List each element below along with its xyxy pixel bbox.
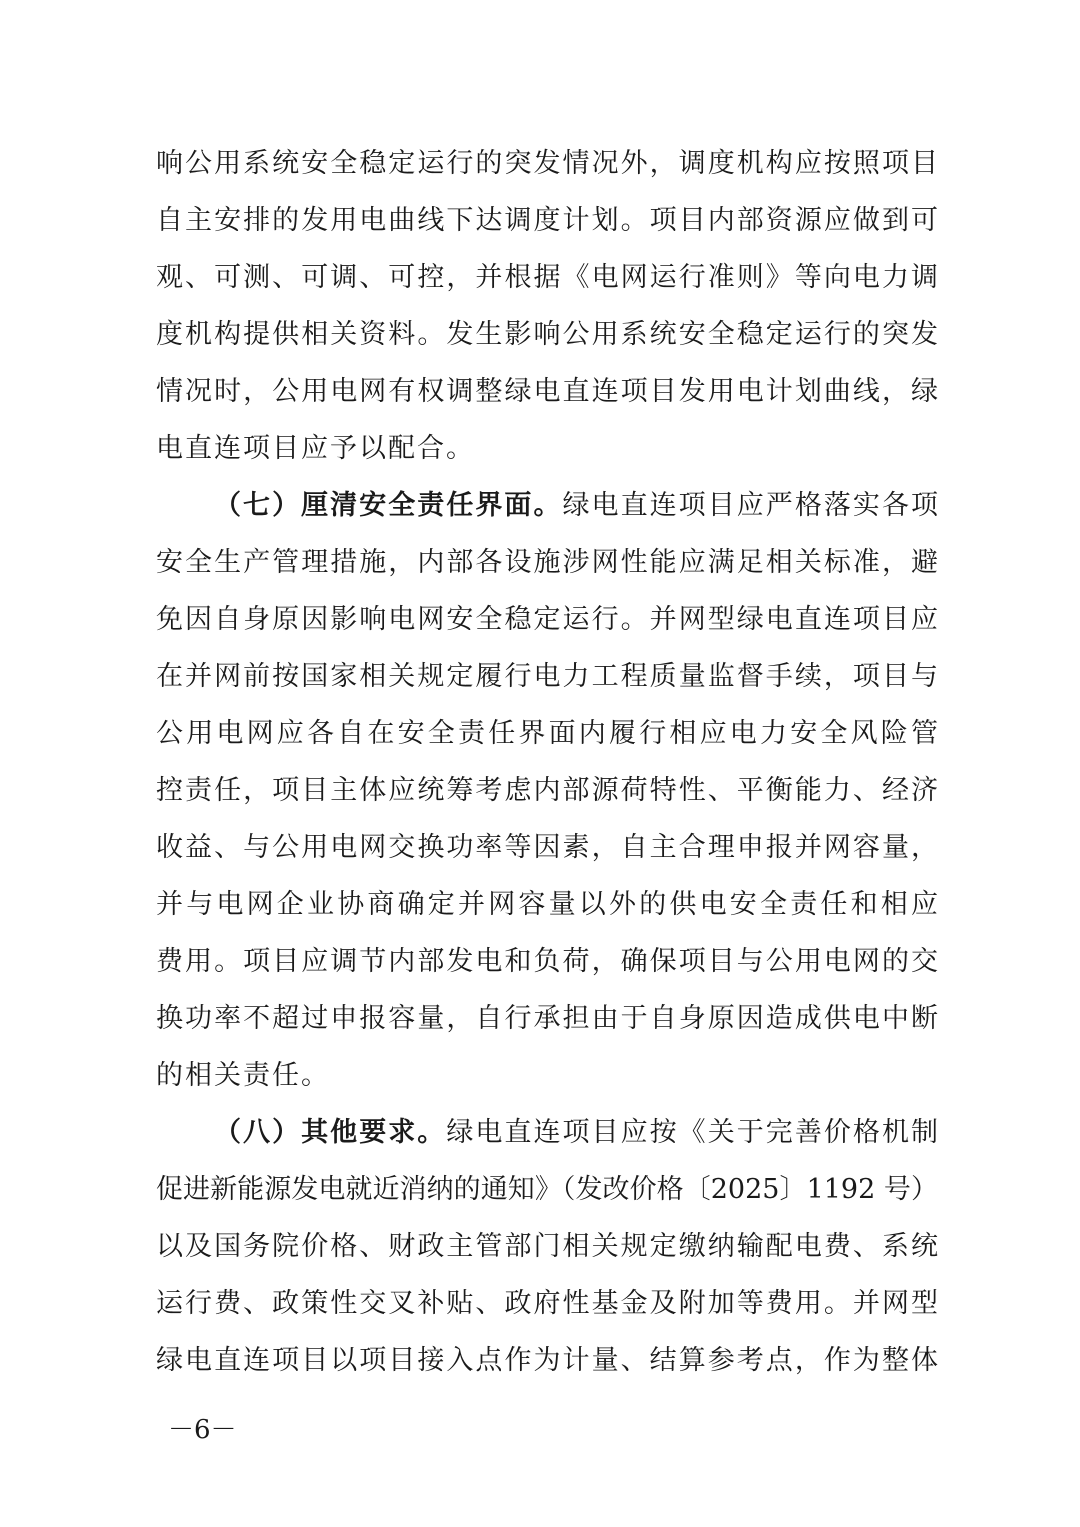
- paragraph-1-line-2: 自主安排的发用电曲线下达调度计划。项目内部资源应做到可: [156, 205, 938, 236]
- paragraph-1-line-5: 情况时，公用电网有权调整绿电直连项目发用电计划曲线，绿: [156, 376, 938, 407]
- section-7-first-line: [214, 484, 938, 528]
- section-8-first-line-text: 绿电直连项目应按《关于完善价格机制: [446, 1117, 939, 1148]
- section-7-line-7: 并与电网企业协商确定并网容量以外的供电安全责任和相应: [156, 889, 938, 920]
- section-7-line-6: 收益、与公用电网交换功率等因素，自主合理申报并网容量，: [156, 832, 938, 863]
- section-7-heading: （七）厘清安全责任界面。: [214, 490, 563, 521]
- section-7-line-8: 费用。项目应调节内部发电和负荷，确保项目与公用电网的交: [156, 946, 938, 977]
- section-7-line-2: 免因自身原因影响电网安全稳定运行。并网型绿电直连项目应: [156, 604, 938, 635]
- section-8-heading: （八）其他要求。: [214, 1117, 447, 1148]
- section-8-first-line: [214, 1111, 938, 1155]
- section-7-first-line-text: 绿电直连项目应严格落实各项: [562, 490, 938, 521]
- section-7-line-1: 安全生产管理措施，内部各设施涉网性能应满足相关标准，避: [156, 547, 938, 578]
- section-8-line-2: 以及国务院价格、财政主管部门相关规定缴纳输配电费、系统: [156, 1231, 938, 1262]
- section-7-line-3: 在并网前按国家相关规定履行电力工程质量监督手续，项目与: [156, 661, 938, 692]
- paragraph-1-line-1: 响公用系统安全稳定运行的突发情况外，调度机构应按照项目: [156, 148, 938, 179]
- page-number: －6－: [168, 1415, 237, 1445]
- paragraph-1-line-3: 观、可测、可调、可控，并根据《电网运行准则》等向电力调: [156, 262, 938, 293]
- paragraph-1-line-6: 电直连项目应予以配合。: [156, 433, 475, 464]
- section-7-line-5: 控责任，项目主体应统筹考虑内部源荷特性、平衡能力、经济: [156, 775, 938, 806]
- paragraph-1-line-4: 度机构提供相关资料。发生影响公用系统安全稳定运行的突发: [156, 319, 938, 350]
- section-7-line-10: 的相关责任。: [156, 1060, 330, 1091]
- section-7-line-4: 公用电网应各自在安全责任界面内履行相应电力安全风险管: [156, 718, 938, 749]
- section-8-line-1: 促进新能源发电就近消纳的通知》（发改价格〔2025〕1192 号）: [156, 1174, 938, 1205]
- section-7-line-9: 换功率不超过申报容量，自行承担由于自身原因造成供电中断: [156, 1003, 938, 1034]
- section-8-line-3: 运行费、政策性交叉补贴、政府性基金及附加等费用。并网型: [156, 1288, 938, 1319]
- section-8-line-4: 绿电直连项目以项目接入点作为计量、结算参考点，作为整体: [156, 1345, 938, 1376]
